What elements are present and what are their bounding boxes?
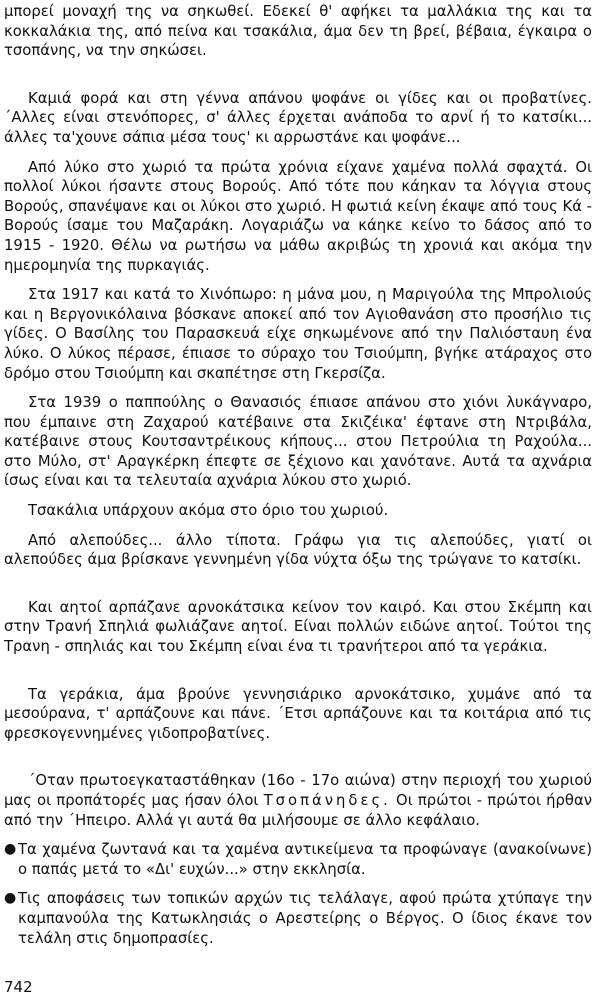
paragraph-10-spaced-word: Τσοπάνηδες.	[263, 792, 391, 809]
paragraph-gap	[4, 753, 592, 771]
bullet-text: Τις αποφάσεις των τοπικών αρχών τις τελάλαγε, αφού πρώτα χτύπαγε την καμπανούλα της Κατωκλησιάς ο Αρεστείρης ο Βέργος. Ο ίδιος έκανε τον τελάλη στις δημοπρασίες.	[18, 890, 592, 947]
paragraph-10-text-end: Οι πρώτοι - πρώτοι ήρθαν από την ΄Ηπειρο. Αλλά γι αυτά θα μιλήσουμε σε άλλο κεφάλαιο.	[4, 792, 592, 829]
bullet-text: Τα χαμένα ζωντανά και τα χαμένα αντικείμενα τα προφώναγε (ανακοίνωνε) ο παπάς μετά το «Δι' ευχών...» στην εκκλησία.	[18, 841, 592, 878]
paragraph-3: Από λύκο στο χωριό τα πρώτα χρόνια είχανε χαμένα πολλά σφαχτά. Οι πολλοί λύκοι ήσαντε στους Βορούς. Από τότε που κάηκαν τα λόγγια στους Βορούς, σπανέψανε και οι λύκοι στο χωριό. Η φωτιά κείνη έκαψε από τους Κά - Βορούς ίσαμε του Μαζαράκη. Λογαριάζω να κάηκε κείνο το δάσος από το 1915 - 1920. Θέλω να ρωτήσω να μάθω ακριβώς τη χρονιά και ακόμα την ημερομηνία της πυρκαγιάς.	[4, 158, 592, 274]
paragraph-9: Τα γεράκια, άμα βρούνε γεννησιάρικο αρνοκάτσικο, χυμάνε από τα μεσούρανα, τ' αρπάζουνε και πάνε. ΄Ετσι αρπάζουνε και τα κοιτάρια από τις φρεσκογεννημένες γιδοπροβατίνες.	[4, 685, 592, 742]
paragraph-8: Και αητοί αρπάζανε αρνοκάτσικα κείνον τον καιρό. Και στου Σκέμπη και στην Τρανή Σπηλιά φωλιάζανε αητοί. Είναι πολλών ειδώνε αητοί. Τούτοι της Τρανη - σπηλιάς και του Σκέμπη είναι ένα τι τρανήτεροι από τα γεράκια.	[4, 598, 592, 656]
paragraph-10-text-start: ΄Οταν πρωτοεγκαταστάθηκαν (16ο - 17ο αιώνα) στην περιοχή του χωριού μας οι προπάτορές μας ήσαν όλοι	[4, 772, 592, 809]
bullet-icon: ●	[4, 890, 17, 907]
paragraph-2: Καμιά φορά και στη γέννα απάνου ψοφάνε οι γίδες και οι προβατίνες. ΄Αλλες είναι στενόπορες, σ' άλλες έρχεται ανάποδα το αρνί ή το κατσίκι... άλλες τα'χουνε σάπια μέσα τους' κι αρρωστάνε και ψοφάνε...	[4, 89, 592, 146]
bullet-item-2	[4, 889, 592, 948]
paragraph-gap	[4, 580, 592, 598]
paragraph-7: Από αλεπούδες... άλλο τίποτα. Γράφω για τις αλεπούδες, γιατί οι αλεπούδες άμα βρίσκανε γεννημένη γίδα νύχτα όξω της τρώγανε το κατσίκι.	[4, 531, 592, 569]
paragraph-10	[4, 771, 592, 830]
bullet-item-1	[4, 840, 592, 879]
paragraph-gap	[4, 71, 592, 89]
paragraph-gap	[4, 667, 592, 685]
page-number: 742	[4, 978, 33, 996]
bullet-icon: ●	[4, 841, 17, 858]
document-page	[4, 2, 592, 958]
paragraph-5: Στα 1939 ο παππούλης ο Θανασιός έπιασε απάνου στο χιόνι λυκάγναρο, που έμπαινε στη Ζαχαρού κατέβαινε στα Σκιζέικα' έφτανε στη Ντριβάλα, κατέβαινε στους Κουτσαντρέικους κήπους... στου Πετρούλια τη Ραχούλα... στο Μύλο, στ' Αραγκέρκη έπεφτε σε ξέχιονο και χανότανε. Αυτά τα αχνάρια ίσως είναι και τα τελευταία αχνάρια λύκου στο χωριό.	[4, 394, 592, 490]
paragraph-1: μπορεί μοναχή της να σηκωθεί. Εδεκεί θ' αφήκει τα μαλλάκια της και τα κοκκαλάκια της, από πείνα και τσακάλια, άμα δεν τη βρεί, βέβαια, έγκαιρα ο τσοπάνης, να την σηκώσει.	[4, 3, 592, 60]
paragraph-4: Στα 1917 και κατά το Χινόπωρο: η μάνα μου, η Μαριγούλα της Μπρολιούς και η Βεργονικόλαινα βόσκανε αποκεί από τον Αγιοθανάση στο προσήλιο τις γίδες. Ο Βασίλης του Παρασκευά είχε σηκωμένονε από την Παλιόσταυη ένα λύκο. Ο λύκος πέρασε, έπιασε το σύραχο του Τσιούμπη, βγήκε ατάραχος στο δρόμο στου Τσιούμπη και σκαπέτησε στη Γκερσίζα.	[4, 286, 592, 382]
paragraph-6: Τσακάλια υπάρχουν ακόμα στο όριο του χωριού.	[28, 502, 389, 520]
